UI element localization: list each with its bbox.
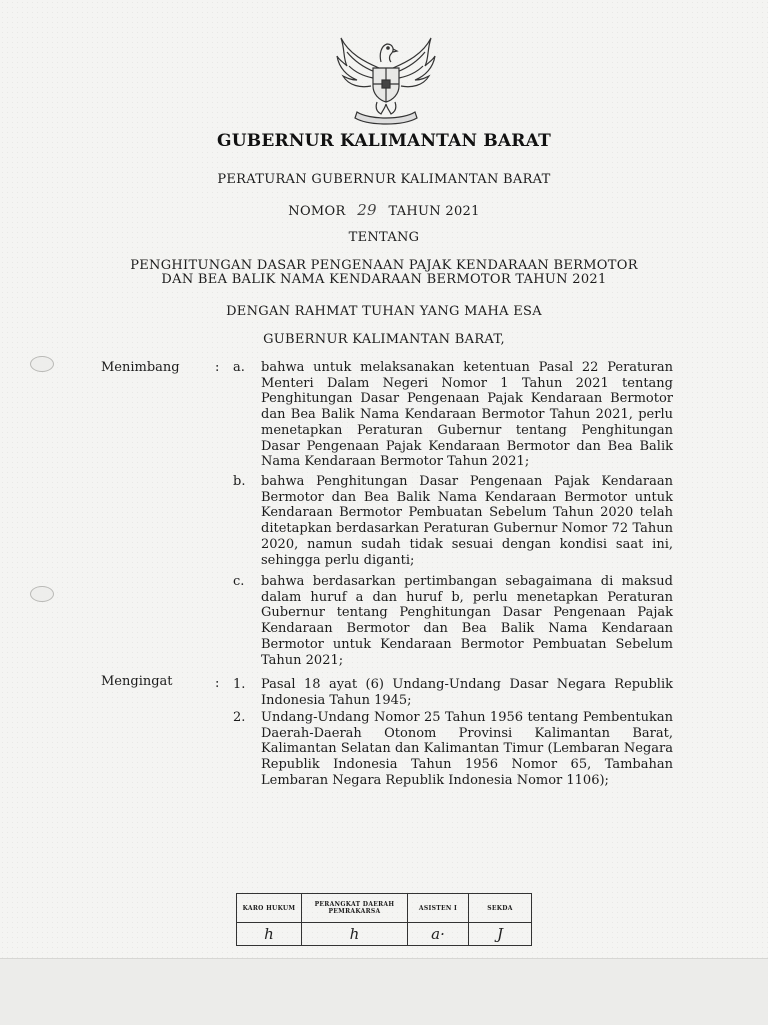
mengingat-colon: : (215, 676, 220, 691)
paraf-sekda: J (469, 923, 532, 946)
mengingat-item-2-mark: 2. (233, 710, 246, 725)
regulation-number (0, 201, 768, 219)
mengingat-label: Mengingat (101, 674, 173, 689)
approval-header-asisten: ASISTEN I (408, 894, 469, 923)
number-prefix: NOMOR (288, 204, 346, 219)
document-authority-title: GUBERNUR KALIMANTAN BARAT (217, 131, 551, 151)
approval-header-karo-hukum: KARO HUKUM (237, 894, 302, 923)
menimbang-colon: : (215, 360, 220, 375)
paraf-asisten: a· (408, 923, 469, 946)
enacting-authority: GUBERNUR KALIMANTAN BARAT, (263, 332, 505, 347)
paraf-karo-hukum: h (237, 923, 302, 946)
about-heading: TENTANG (348, 230, 420, 245)
subject-line-1: PENGHITUNGAN DASAR PENGENAAN PAJAK KENDARAAN BERMOTOR (130, 258, 638, 273)
mengingat-item-1-mark: 1. (233, 677, 246, 692)
menimbang-item-a: bahwa untuk melaksanakan ketentuan Pasal 22 Peraturan Menteri Dalam Negeri Nomor 1 Tahun 2021 tentang Penghitungan Dasar Pengenaan Pajak Kendaraan Bermotor dan Bea Balik Nama Kendaraan Bermotor Tahun 2021, perlu menetapkan Peraturan Gubernur tentang Penghitungan Dasar Pengenaan Pajak Kendaraan Bermotor dan Bea Balik Nama Kendaraan Bermotor Tahun 2021; (261, 360, 673, 470)
approval-header-perangkat-daerah: PERANGKAT DAERAH PEMRAKARSA (302, 894, 408, 923)
menimbang-label: Menimbang (101, 360, 180, 375)
menimbang-item-c: bahwa berdasarkan pertimbangan sebagaimana di maksud dalam huruf a dan huruf b, perlu menetapkan Peraturan Gubernur tentang Penghitungan Dasar Pengenaan Pajak Kendaraan Bermotor dan Bea Balik Nama Kendaraan Bermotor untuk Kendaraan Bermotor Pembuatan Sebelum Tahun 2021; (261, 574, 673, 668)
menimbang-item-b-mark: b. (233, 474, 246, 489)
number-suffix: TAHUN 2021 (388, 204, 480, 219)
menimbang-item-c-mark: c. (233, 574, 245, 589)
paraf-perangkat-daerah: h (302, 923, 408, 946)
garuda-emblem-icon (335, 32, 437, 126)
punch-hole-top (30, 356, 54, 372)
handwritten-number: 29 (357, 201, 377, 219)
mengingat-item-2: Undang-Undang Nomor 25 Tahun 1956 tentang Pembentukan Daerah-Daerah Otonom Provinsi Kalimantan Barat, Kalimantan Selatan dan Kalimantan Timur (Lembaran Negara Republik Indonesia Tahun 1956 Nomor 65, Tambahan Lembaran Negara Republik Indonesia Nomor 1106); (261, 710, 673, 788)
mengingat-item-1: Pasal 18 ayat (6) Undang-Undang Dasar Negara Republik Indonesia Tahun 1945; (261, 677, 673, 708)
regulation-type: PERATURAN GUBERNUR KALIMANTAN BARAT (217, 172, 551, 187)
approval-header-sekda: SEKDA (469, 894, 532, 923)
menimbang-item-a-mark: a. (233, 360, 245, 375)
subject-line-2: DAN BEA BALIK NAMA KENDARAAN BERMOTOR TAHUN 2021 (161, 272, 607, 287)
punch-hole-bottom (30, 586, 54, 602)
menimbang-item-b: bahwa Penghitungan Dasar Pengenaan Pajak Kendaraan Bermotor dan Bea Balik Nama Kendaraan Bermotor untuk Kendaraan Bermotor Pembuatan Sebelum Tahun 2020 telah ditetapkan berdasarkan Peraturan Gubernur Nomor 72 Tahun 2020, namun sudah tidak sesuai dengan kondisi saat ini, sehingga perlu diganti; (261, 474, 673, 568)
approval-paraf-table (236, 893, 532, 946)
invocation: DENGAN RAHMAT TUHAN YANG MAHA ESA (226, 304, 542, 319)
